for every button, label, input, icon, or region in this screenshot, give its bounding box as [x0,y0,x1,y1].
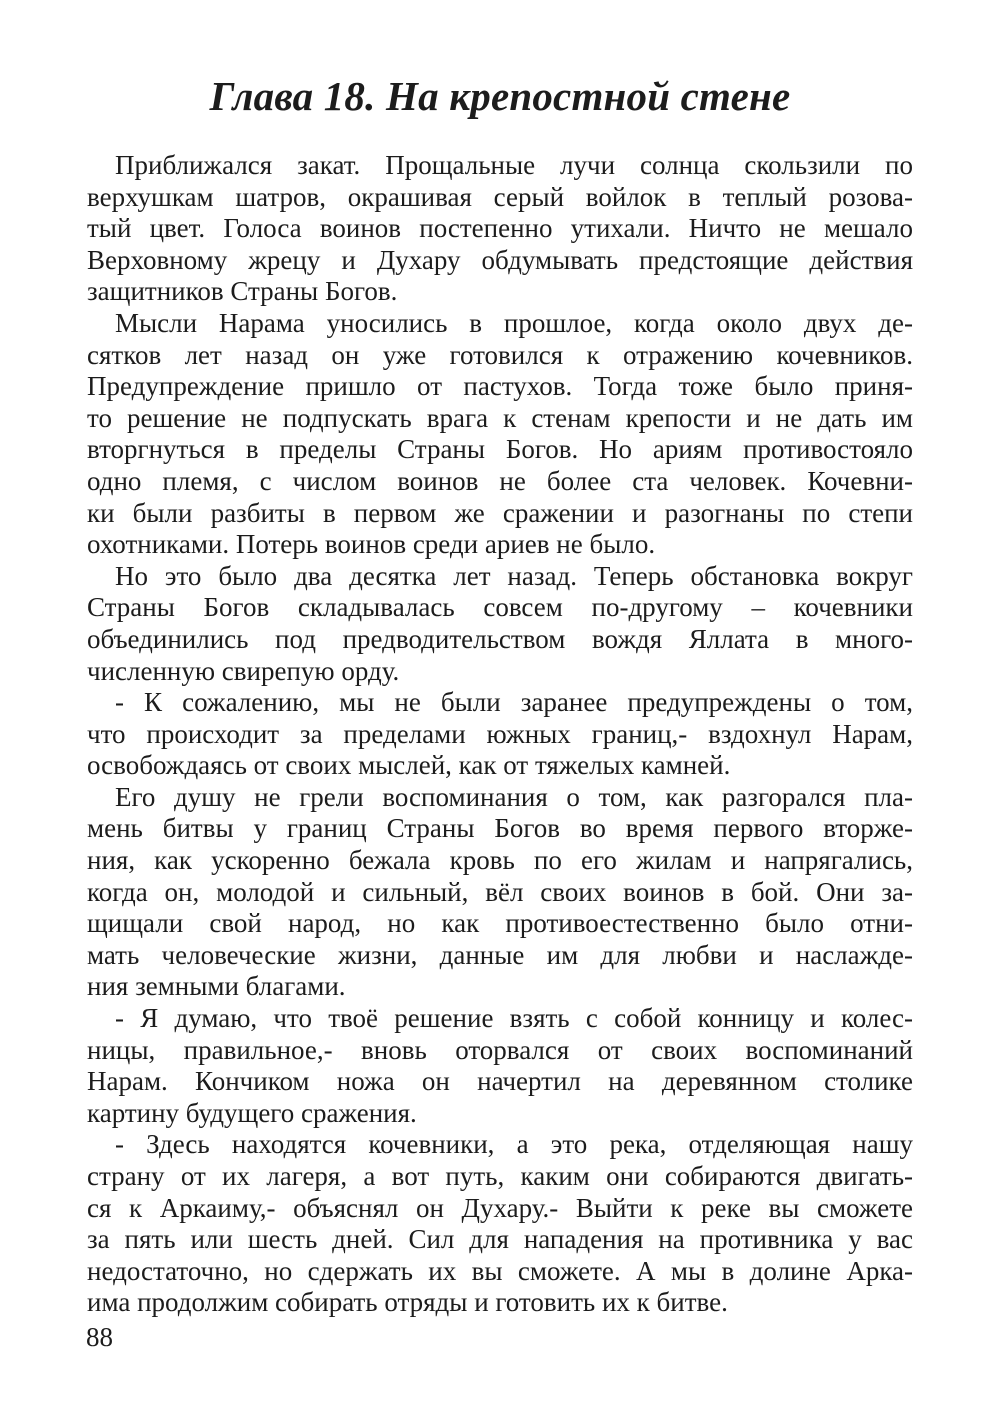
text-line: Его душу не грели воспоминания о том, как разгорался пла- [115,781,913,812]
text-line: освобождаясь от своих мыслей, как от тяжелых камней. [87,750,731,781]
text-line: объединились под предводительством вождя Яллата в много- [87,623,913,654]
text-line: щищали свой народ, но как противоестественно было отни- [87,908,913,939]
text-line: мень битвы у границ Страны Богов во время первого вторже- [87,813,913,844]
chapter-title: Глава 18. На крепостной стене [209,73,791,119]
text-line: что происходит за пределами южных границ,- вздохнул Нарам, [87,718,913,749]
page-number: 88 [86,1322,113,1352]
text-line: охотниками. Потерь воинов среди ариев не было. [87,529,656,560]
text-line: - К сожалению, мы не были заранее предупреждены о том, [115,687,913,718]
text-line: защитников Страны Богов. [87,276,398,307]
text-line: Мысли Нарама уносились в прошлое, когда около двух де- [115,307,913,338]
text-line: Приближался закат. Прощальные лучи солнца скользили по [115,150,913,180]
text-line: верхушкам шатров, окрашивая серый войлок в теплый розова- [87,181,913,212]
text-line: вторгнуться в пределы Страны Богов. Но ариям противостояло [87,434,913,465]
text-line: - Я думаю, что твоё решение взять с собой конницу и колес- [115,1003,913,1034]
text-line: одно племя, с числом воинов не более ста человек. Кочевни- [87,465,913,496]
text-line: ницы, правильное,- вновь оторвался от своих воспоминаний [87,1034,913,1065]
paragraph [87,308,913,561]
text-line: численную свирепую орду. [87,655,400,686]
text-line: ния земными благами. [87,971,346,1002]
body-text [87,150,913,1319]
text-line: мать человеческие жизни, данные им для любви и наслажде- [87,939,913,970]
text-line: картину будущего сражения. [87,1097,417,1128]
text-line: - Здесь находятся кочевники, а это река, отделяющая нашу [115,1129,913,1160]
text-line: тый цвет. Голоса воинов постепенно утихали. Ничто не мешало [87,213,913,244]
text-line: то решение не подпускать врага к стенам крепости и не дать им [87,402,913,433]
text-line: ния, как ускоренно бежала кровь по его жилам и напрягались, [87,845,913,876]
text-line: Предупреждение пришло от пастухов. Тогда тоже было приня- [87,371,913,402]
text-line: Но это было два десятка лет назад. Теперь обстановка вокруг [115,560,913,591]
paragraph [87,1129,913,1319]
text-line: има продолжим собирать отряды и готовить их к битве. [87,1287,728,1318]
text-line: ки были разбиты в первом же сражении и разогнаны по степи [87,497,913,528]
paragraph [87,561,913,687]
paragraph [87,150,913,308]
text-line: Верховному жрецу и Духару обдумывать предстоящие действия [87,244,913,275]
paragraph [87,782,913,1003]
paragraph [87,687,913,782]
text-line: за пять или шесть дней. Сил для нападения на противника у вас [87,1224,913,1255]
text-line: сятков лет назад он уже готовился к отражению кочевников. [87,339,913,370]
text-line: Нарам. Кончиком ножа он начертил на деревянном столике [87,1066,913,1097]
text-line: ся к Аркаиму,- объяснял он Духару.- Выйти к реке вы сможете [87,1192,913,1223]
paragraph [87,1003,913,1129]
text-line: недостаточно, но сдержать их вы сможете. А мы в долине Арка- [87,1255,913,1286]
text-line: когда он, молодой и сильный, вёл своих воинов в бой. Они за- [87,876,913,907]
text-line: Страны Богов складывалась совсем по-другому – кочевники [87,592,913,623]
text-line: страну от их лагеря, а вот путь, каким они собираются двигать- [87,1161,913,1191]
